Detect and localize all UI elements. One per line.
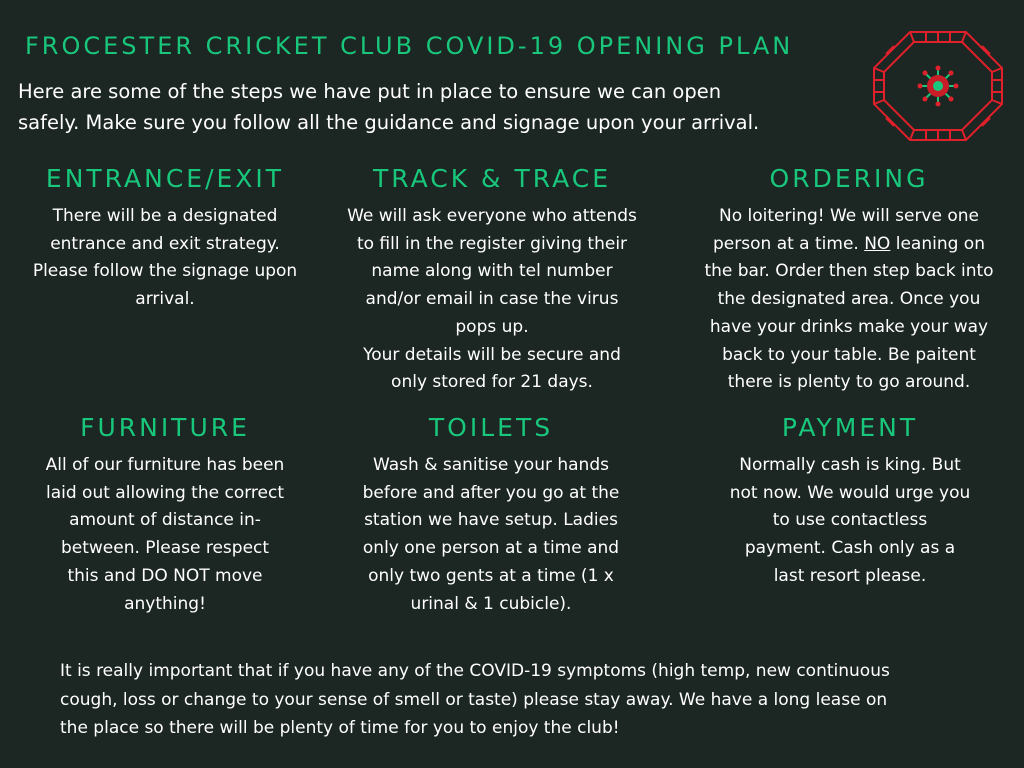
body-line: entrance and exit strategy. — [50, 233, 280, 254]
body-line: amount of distance in- — [69, 510, 261, 531]
section-heading: ENTRANCE/EXIT — [45, 164, 285, 193]
section-body — [326, 203, 658, 397]
body-line: pops up. — [455, 316, 529, 337]
footer-line: the place so there will be plenty of time for you to enjoy the club! — [60, 718, 620, 738]
body-line: before and after you go at the — [362, 482, 620, 503]
underlined-no: NO — [864, 233, 891, 254]
section-heading: TOILETS — [428, 413, 554, 442]
section-heading: ORDERING — [769, 164, 929, 193]
section-body — [15, 203, 315, 314]
body-line: the designated area. Once you — [717, 289, 981, 310]
body-line: this and DO NOT move — [67, 565, 263, 586]
body-line: to fill in the register giving their — [356, 233, 628, 254]
section-payment — [705, 413, 995, 591]
body-line: name along with tel number — [371, 261, 613, 282]
section-ordering — [682, 164, 1016, 397]
body-line: anything! — [124, 593, 206, 614]
section-toilets — [336, 413, 646, 618]
body-line: laid out allowing the correct — [46, 482, 284, 503]
body-line: arrival. — [135, 289, 195, 310]
body-line: only two gents at a time (1 x — [368, 565, 614, 586]
section-heading: FURNITURE — [80, 413, 250, 442]
section-track-trace — [326, 164, 658, 397]
body-line: Normally cash is king. But — [739, 455, 961, 475]
page-title: FROCESTER CRICKET CLUB COVID-19 OPENING PLAN — [25, 32, 794, 60]
intro-text — [18, 76, 848, 138]
body-line: Your details will be secure and — [363, 344, 621, 365]
body-line: only stored for 21 days. — [391, 372, 593, 393]
section-entrance-exit — [15, 164, 315, 314]
body-line: payment. Cash only as a — [744, 538, 956, 559]
body-line: and/or email in case the virus — [365, 289, 619, 310]
body-line: to use contactless — [772, 510, 928, 531]
body-line: Wash & sanitise your hands — [373, 455, 609, 475]
body-line-part: leaning on — [890, 233, 985, 254]
body-line: No loitering! We will serve one — [718, 206, 979, 226]
intro-line: safely. Make sure you follow all the guidance and signage upon your arrival. — [18, 111, 760, 134]
footer-line: It is really important that if you have any of the COVID-19 symptoms (high temp, new continuous — [60, 661, 890, 681]
body-line: between. Please respect — [60, 538, 270, 559]
body-line: there is plenty to go around. — [727, 372, 971, 393]
intro-line: Here are some of the steps we have put in place to ensure we can open — [18, 80, 722, 103]
body-line: There will be a designated — [52, 206, 278, 226]
body-line: Please follow the signage upon — [32, 261, 298, 282]
body-line: urinal & 1 cubicle). — [410, 593, 572, 614]
section-heading: TRACK & TRACE — [372, 164, 612, 193]
body-line-part: person at a time. — [713, 233, 865, 254]
body-line: only one person at a time and — [362, 538, 620, 559]
cricket-club-emblem-icon — [868, 26, 1008, 146]
body-line: last resort please. — [773, 565, 927, 586]
body-line: back to your table. Be paitent — [722, 344, 976, 365]
section-furniture — [25, 413, 305, 618]
section-body — [25, 452, 305, 618]
section-body — [705, 452, 995, 591]
footer-note — [60, 657, 990, 743]
section-heading: PAYMENT — [781, 413, 919, 442]
body-line: not now. We would urge you — [729, 482, 971, 503]
footer-line: cough, loss or change to your sense of smell or taste) please stay away. We have a long lease on — [60, 689, 888, 710]
body-line: the bar. Order then step back into — [704, 261, 994, 282]
body-line: We will ask everyone who attends — [347, 206, 637, 226]
body-line: station we have setup. Ladies — [364, 510, 618, 531]
body-line: have your drinks make your way — [709, 316, 989, 337]
section-body — [682, 203, 1016, 397]
section-body — [336, 452, 646, 618]
body-line: All of our furniture has been — [45, 455, 285, 475]
